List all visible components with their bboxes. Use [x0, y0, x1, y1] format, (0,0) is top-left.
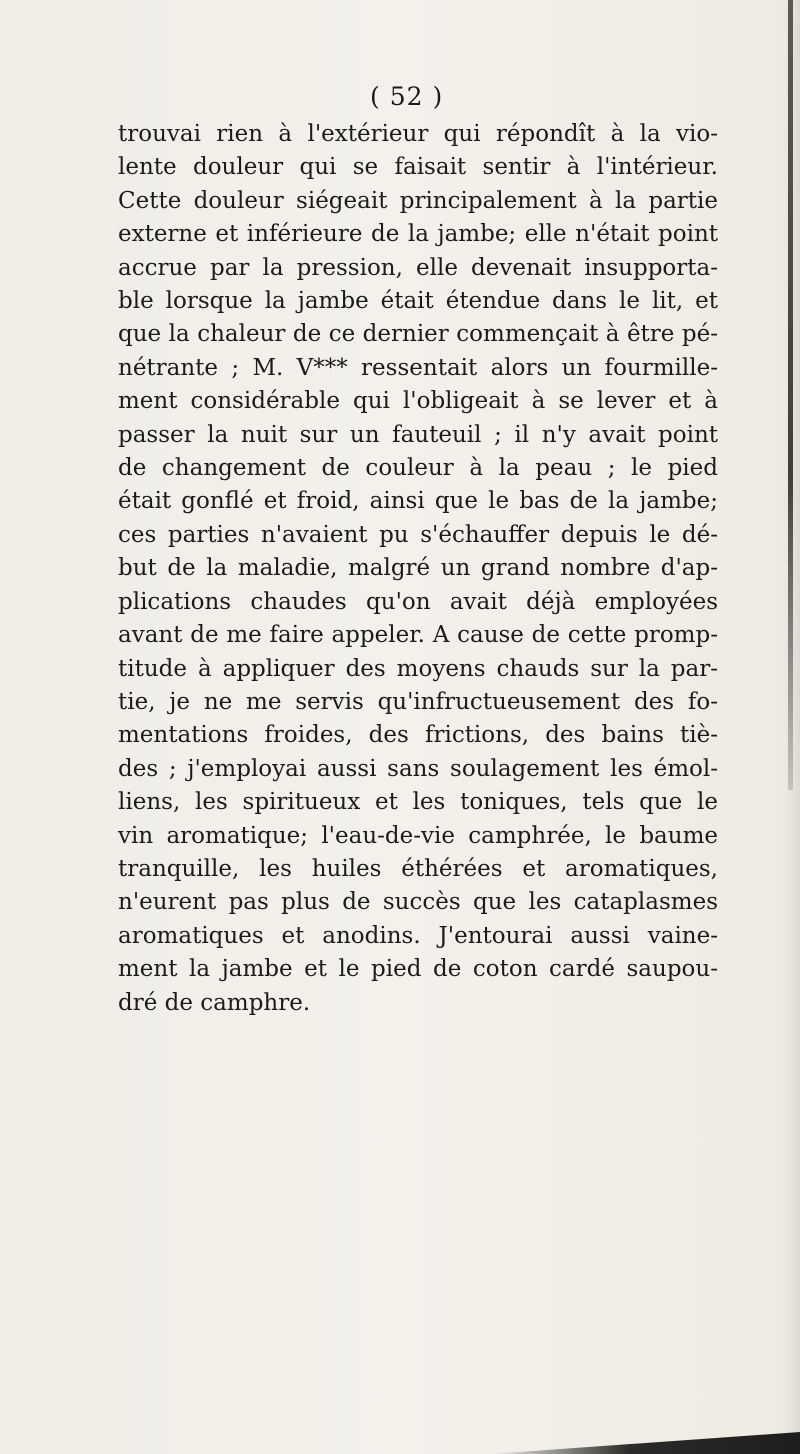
binding-edge	[788, 0, 793, 790]
text-line: de changement de couleur à la peau ; le pied	[118, 455, 718, 482]
text-line: avant de me faire appeler. A cause de cette promp-	[118, 622, 718, 649]
text-line: passer la nuit sur un fauteuil ; il n'y avait point	[118, 421, 718, 448]
text-line: n'eurent pas plus de succès que les cataplasmes	[118, 889, 718, 916]
text-line: accrue par la pression, elle devenait insupporta-	[118, 254, 718, 281]
text-line: des ; j'employai aussi sans soulagement les émol-	[118, 755, 718, 782]
text-line: ble lorsque la jambe était étendue dans le lit, et	[118, 288, 718, 315]
text-line: mentations froides, des frictions, des bains tiè-	[118, 722, 718, 749]
text-line: ces parties n'avaient pu s'échauffer depuis le dé-	[118, 521, 718, 548]
text-line-last: dré de camphre.	[118, 989, 311, 1016]
text-line: que la chaleur de ce dernier commençait à être pé-	[118, 321, 718, 348]
text-line: aromatiques et anodins. J'entourai aussi vaine-	[118, 922, 718, 949]
text-line: ment la jambe et le pied de coton cardé saupou-	[118, 956, 718, 983]
text-line: tranquille, les huiles éthérées et aromatiques,	[118, 855, 718, 882]
text-line: ment considérable qui l'obligeait à se lever et à	[118, 388, 718, 415]
text-line: but de la maladie, malgré un grand nombre d'ap-	[118, 555, 718, 582]
body-text	[118, 118, 718, 1020]
text-line: plications chaudes qu'on avait déjà employées	[118, 588, 718, 615]
text-line: tie, je ne me servis qu'infructueusement des fo-	[118, 688, 718, 715]
text-line: était gonflé et froid, ainsi que le bas de la jambe;	[118, 488, 718, 515]
text-line: Cette douleur siégeait principalement à la partie	[118, 187, 718, 214]
text-line: externe et inférieure de la jambe; elle n'était point	[118, 221, 718, 248]
text-line: vin aromatique; l'eau-de-vie camphrée, le baume	[118, 822, 718, 849]
text-line: titude à appliquer des moyens chauds sur la par-	[118, 655, 718, 682]
text-line: trouvai rien à l'extérieur qui répondît à la vio-	[118, 121, 718, 147]
bottom-edge-shadow	[490, 1432, 800, 1454]
text-line: lente douleur qui se faisait sentir à l'intérieur.	[118, 154, 718, 181]
text-line: nétrante ; M. V*** ressentait alors un fourmille-	[118, 354, 718, 381]
page-number: ( 52 )	[370, 82, 444, 111]
text-line: liens, les spiritueux et les toniques, tels que le	[118, 789, 718, 816]
